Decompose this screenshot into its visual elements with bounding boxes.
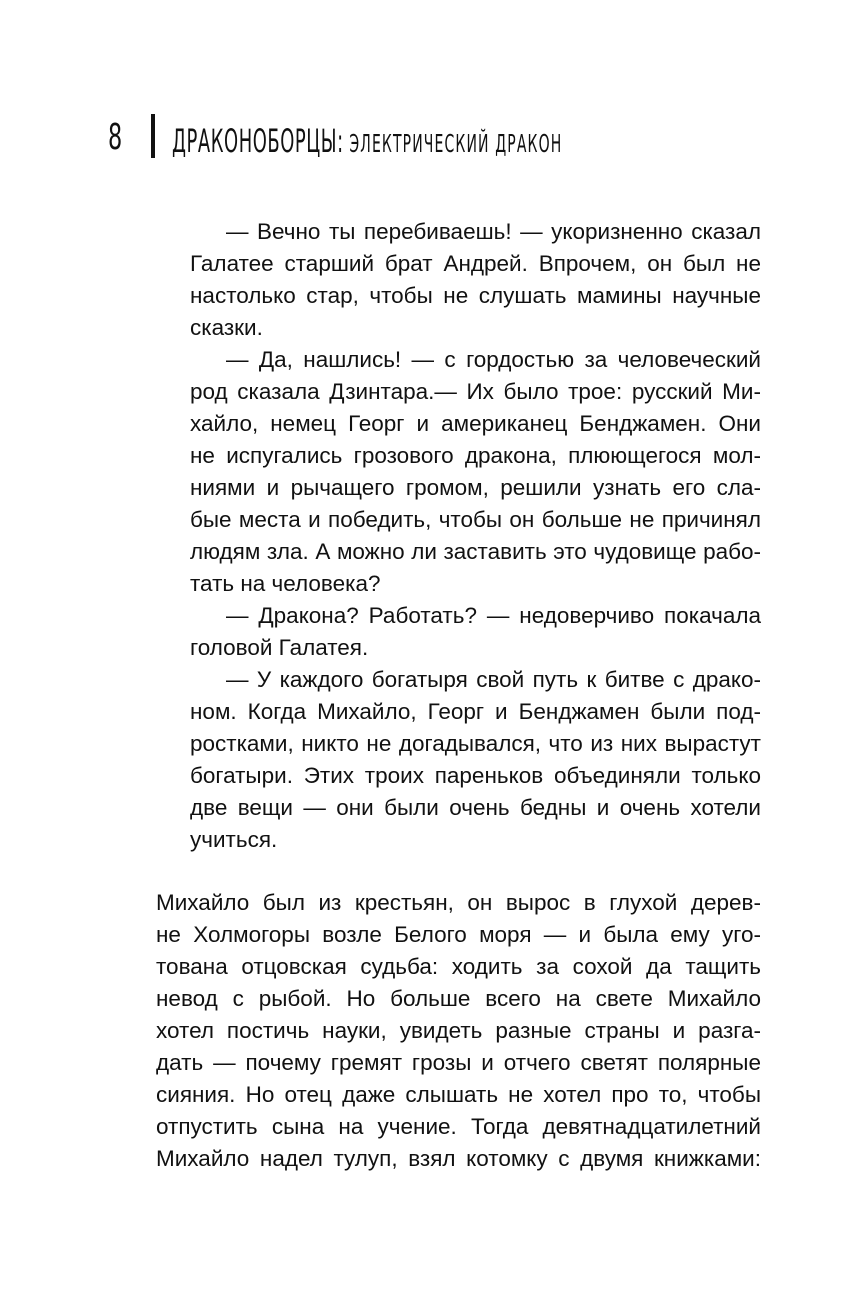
text-line: тать на человека? — [190, 571, 381, 596]
running-head — [108, 112, 808, 162]
text-line: невод с рыбой. Но больше всего на свете Михайло — [156, 986, 761, 1011]
text-line: две вещи — они были очень бедны и очень хотели — [190, 795, 761, 820]
text-line: головой Галатея. — [190, 635, 369, 660]
text-line: не Холмогоры возле Белого моря — и была ему уго- — [156, 922, 761, 947]
text-line: — Да, нашлись! — с гордостью за человеческий — [226, 347, 761, 372]
text-line: род сказала Дзинтара.— Их было трое: русский Ми- — [190, 379, 761, 404]
text-line: хотел постичь науки, увидеть разные страны и разга- — [156, 1018, 761, 1043]
header-divider — [151, 114, 155, 158]
text-line: дать — почему гремят грозы и отчего светят полярные — [156, 1050, 761, 1075]
text-line: хайло, немец Георг и американец Бенджамен. Они — [190, 411, 761, 436]
series-name: ДРАКОНОБОРЦЫ: — [172, 122, 344, 160]
book-title — [172, 120, 562, 165]
text-line: — У каждого богатыря свой путь к битве с драко- — [226, 667, 761, 692]
text-line: — Вечно ты перебиваешь! — укоризненно сказал — [226, 219, 761, 244]
text-line: настолько стар, чтобы не слушать мамины научные — [190, 283, 761, 308]
text-line: Галатее старший брат Андрей. Впрочем, он был не — [190, 251, 761, 276]
text-line: людям зла. А можно ли заставить это чудовище рабо- — [190, 539, 761, 564]
text-line: богатыри. Этих троих пареньков объединяли только — [190, 763, 761, 788]
text-line: Михайло был из крестьян, он вырос в глухой дерев- — [156, 890, 761, 915]
text-line: бые места и победить, чтобы он больше не причинял — [190, 507, 761, 532]
book-subtitle: ЭЛЕКТРИЧЕСКИЙ ДРАКОН — [349, 129, 563, 158]
text-line: ниями и рычащего громом, решили узнать его сла- — [190, 475, 761, 500]
text-line: ном. Когда Михайло, Георг и Бенджамен были под- — [190, 699, 761, 724]
text-line: ростками, никто не догадывался, что из них вырастут — [190, 731, 761, 756]
text-line: учиться. — [190, 827, 278, 852]
text-line: сказки. — [190, 315, 263, 340]
text-line: — Дракона? Работать? — недоверчиво покачала — [226, 603, 761, 628]
text-line: отпустить сына на учение. Тогда девятнадцатилетний — [156, 1114, 761, 1139]
text-line: тована отцовская судьба: ходить за сохой да тащить — [156, 954, 761, 979]
text-line: сияния. Но отец даже слышать не хотел про то, чтобы — [156, 1082, 761, 1107]
page-number: 8 — [108, 117, 123, 158]
text-line: не испугались грозового дракона, плюющегося мол- — [190, 443, 761, 468]
text-line: Михайло надел тулуп, взял котомку с двумя книжками: — [156, 1146, 761, 1171]
